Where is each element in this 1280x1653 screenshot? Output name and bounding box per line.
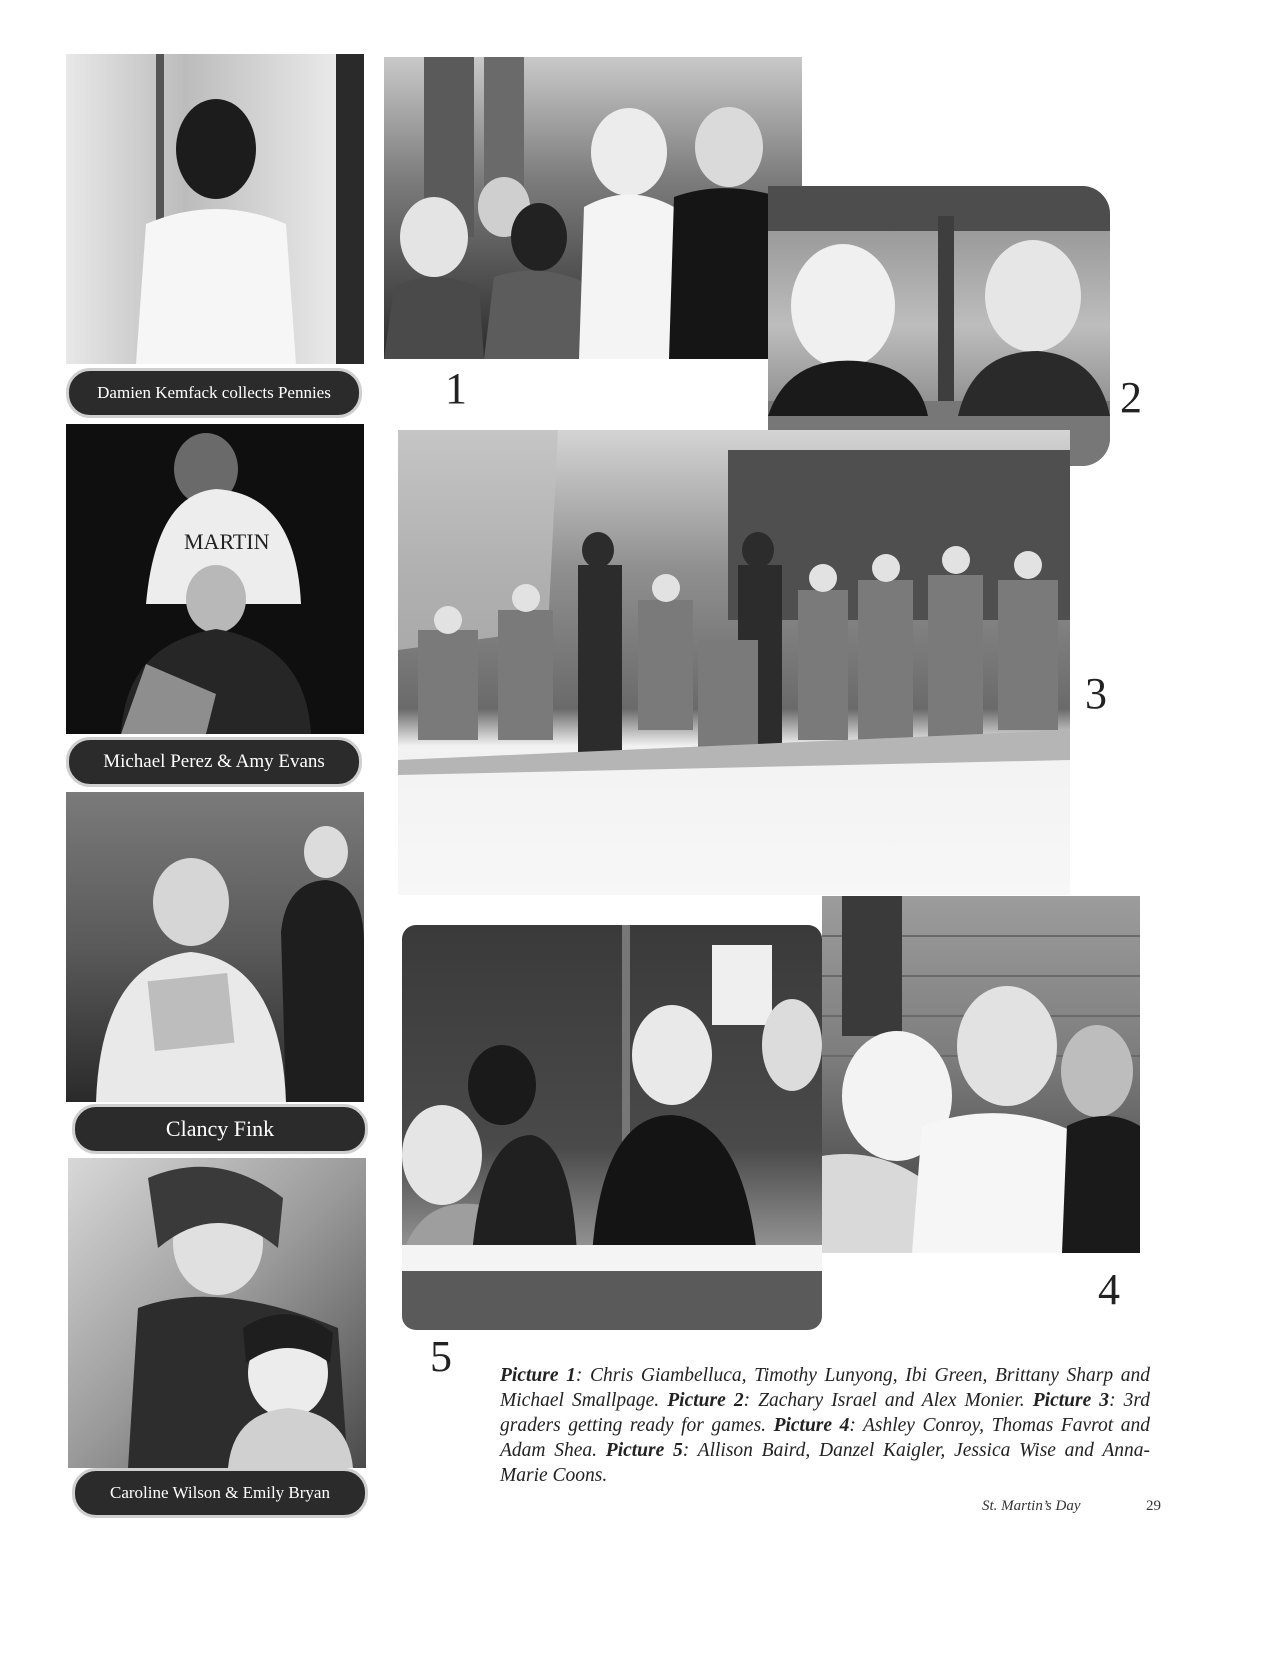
credit-5-label: Picture 5 [605, 1440, 683, 1461]
photo-3 [398, 430, 1070, 895]
photo-5 [402, 925, 822, 1330]
credit-4-label: Picture 4 [773, 1415, 850, 1436]
caption-damien: Damien Kemfack collects Pennies [66, 368, 362, 418]
photo-1 [384, 57, 802, 359]
photo-michael-amy-figure [66, 424, 364, 734]
photo-damien [66, 54, 364, 364]
photo-4-figures [822, 896, 1140, 1253]
credit-5-text: : Allison Baird, Danzel Kaigler, Jessica Wise and Anna-Marie Coons. [500, 1440, 1150, 1486]
caption-michael-amy: Michael Perez & Amy Evans [66, 737, 362, 787]
photo-5-figures [402, 925, 822, 1330]
picture-number-4: 4 [1098, 1265, 1120, 1314]
jersey-text: MARTIN [184, 529, 270, 554]
credit-4-text: : Ashley Conroy, Thomas Favrot and Adam Shea. [500, 1415, 1150, 1461]
picture-number-2: 2 [1120, 373, 1142, 422]
credit-2-text: : Zachary Israel and Alex Monier. [743, 1390, 1033, 1411]
picture-number-1: 1 [445, 364, 467, 413]
credit-3-text: : 3rd graders getting ready for games. [500, 1390, 1151, 1436]
photo-damien-figure [66, 54, 364, 364]
photo-3-figures [398, 430, 1070, 895]
footer-section: St. Martin’s Day [982, 1498, 1081, 1514]
picture-number-5: 5 [430, 1332, 452, 1381]
photo-caroline-emily [68, 1158, 366, 1468]
credit-2-label: Picture 2 [667, 1390, 744, 1411]
photo-2 [768, 186, 1110, 466]
photo-caroline-emily-figure [68, 1158, 366, 1468]
photo-2-figures [768, 186, 1110, 466]
credit-1-text: : Chris Giambelluca, Timothy Lunyong, Ibi Green, Brittany Sharp and Michael Smallpage. [500, 1365, 1150, 1411]
caption-caroline-emily: Caroline Wilson & Emily Bryan [72, 1468, 368, 1518]
picture-number-3: 3 [1085, 669, 1107, 718]
photo-michael-amy [66, 424, 364, 734]
photo-clancy [66, 792, 364, 1102]
photo-4 [822, 896, 1140, 1253]
footer-page-number: 29 [1146, 1498, 1161, 1514]
photo-clancy-figure [66, 792, 364, 1102]
photo-credits [500, 1363, 1150, 1488]
credit-3-label: Picture 3 [1032, 1390, 1110, 1411]
caption-clancy: Clancy Fink [72, 1104, 368, 1154]
credit-1-label: Picture 1 [500, 1365, 576, 1386]
photo-1-figures [384, 57, 802, 359]
